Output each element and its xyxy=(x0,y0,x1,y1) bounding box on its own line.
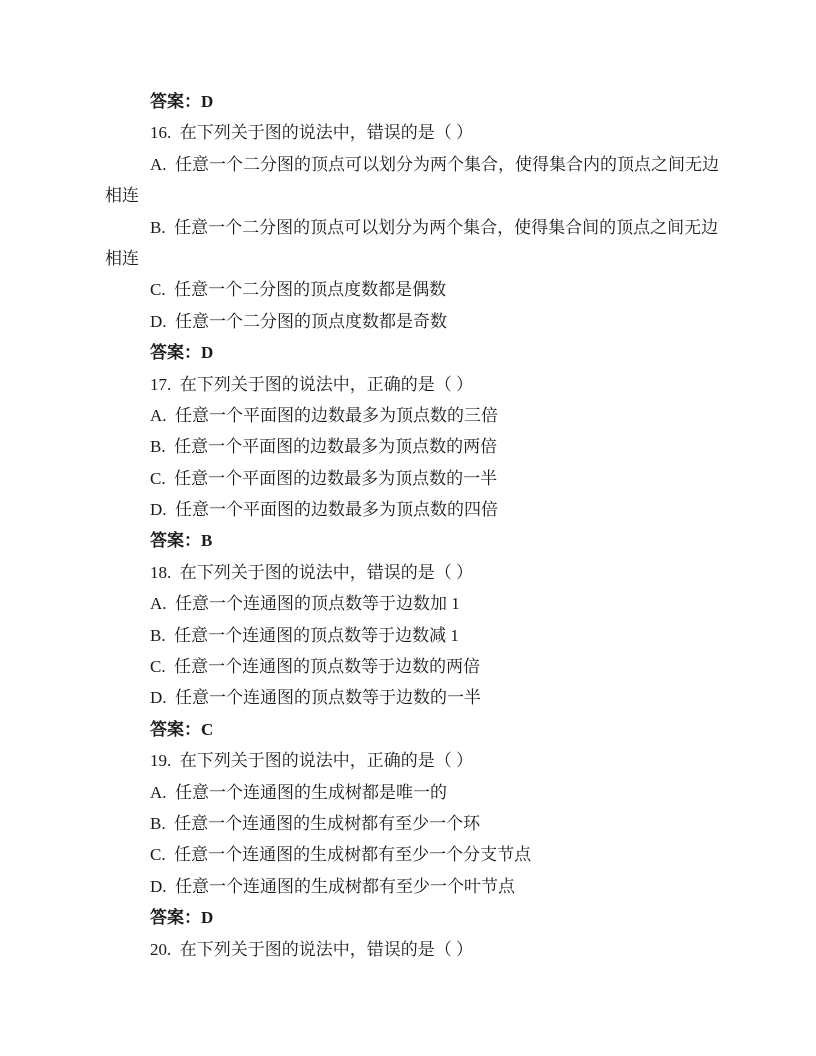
option-line-19-d: D. 任意一个连通图的生成树都有至少一个叶节点 xyxy=(150,876,516,896)
continuation-line-16-a: 相连 xyxy=(105,186,139,206)
option-line-16-b: B. 任意一个二分图的顶点可以划分为两个集合，使得集合间的顶点之间无边 xyxy=(150,217,719,237)
option-line-16-a: A. 任意一个二分图的顶点可以划分为两个集合，使得集合内的顶点之间无边 xyxy=(150,154,720,174)
option-line-16-d: D. 任意一个二分图的顶点度数都是奇数 xyxy=(150,311,448,331)
question-line-19: 19. 在下列关于图的说法中，正确的是（ ） xyxy=(150,751,473,771)
answer-line-q15: 答案：D xyxy=(150,92,214,111)
answer-line-q16: 答案：D xyxy=(150,343,214,363)
question-line-18: 18. 在下列关于图的说法中，错误的是（ ） xyxy=(150,562,473,582)
continuation-line-16-b: 相连 xyxy=(105,248,139,268)
option-line-18-d: D. 任意一个连通图的顶点数等于边数的一半 xyxy=(150,688,482,708)
option-line-17-c: C. 任意一个平面图的边数最多为顶点数的一半 xyxy=(150,468,498,488)
question-line-16: 16. 在下列关于图的说法中，错误的是（ ） xyxy=(150,123,473,143)
question-line-20: 20. 在下列关于图的说法中，错误的是（ ） xyxy=(150,939,473,959)
answer-line-q19: 答案：D xyxy=(150,908,214,928)
option-line-19-b: B. 任意一个连通图的生成树都有至少一个环 xyxy=(150,813,481,833)
answer-line-q17: 答案：B xyxy=(150,531,213,551)
option-line-19-a: A. 任意一个连通图的生成树都是唯一的 xyxy=(150,782,448,802)
option-line-17-a: A. 任意一个平面图的边数最多为顶点数的三倍 xyxy=(150,405,499,425)
question-line-17: 17. 在下列关于图的说法中，正确的是（ ） xyxy=(150,374,473,394)
option-line-19-c: C. 任意一个连通图的生成树都有至少一个分支节点 xyxy=(150,845,532,865)
option-line-18-b: B. 任意一个连通图的顶点数等于边数减 1 xyxy=(150,625,459,645)
answer-line-q18: 答案：C xyxy=(150,719,214,739)
option-line-18-a: A. 任意一个连通图的顶点数等于边数加 1 xyxy=(150,594,460,614)
option-line-17-b: B. 任意一个平面图的边数最多为顶点数的两倍 xyxy=(150,437,498,457)
option-line-18-c: C. 任意一个连通图的顶点数等于边数的两倍 xyxy=(150,657,481,677)
option-line-17-d: D. 任意一个平面图的边数最多为顶点数的四倍 xyxy=(150,500,499,520)
option-line-16-c: C. 任意一个二分图的顶点度数都是偶数 xyxy=(150,280,447,300)
question-list xyxy=(105,86,720,965)
